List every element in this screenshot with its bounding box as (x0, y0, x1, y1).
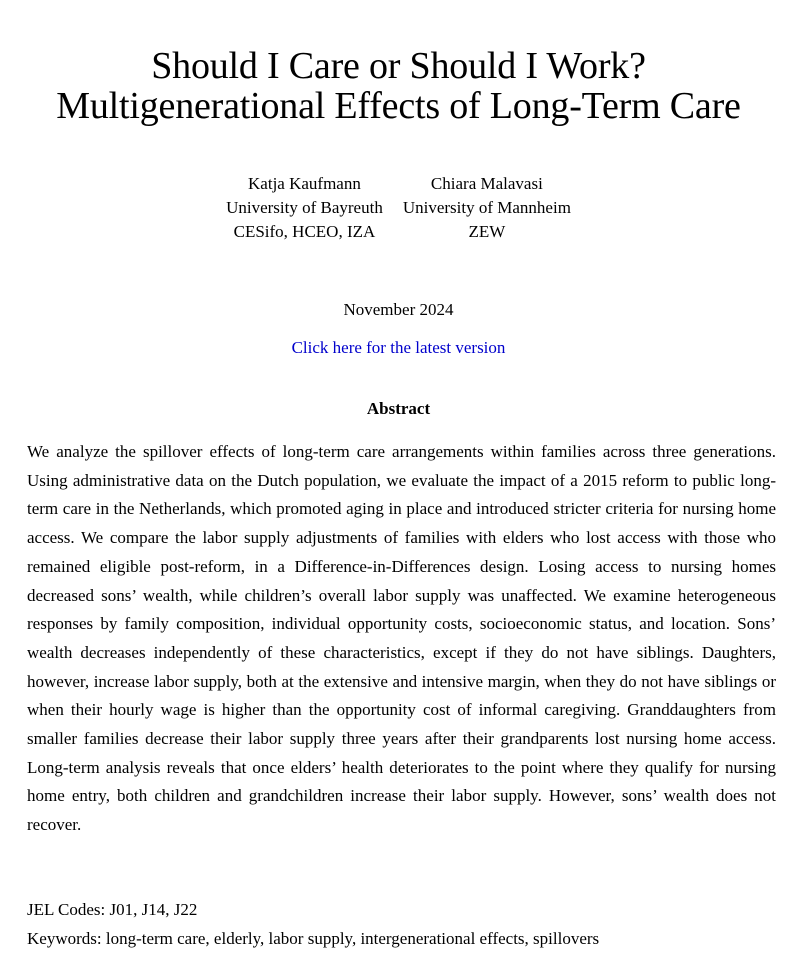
author-affiliation: University of Bayreuth (226, 198, 383, 217)
publication-date: November 2024 (343, 300, 454, 319)
abstract-text: We analyze the spillover effects of long-term care arrangements within families across three generations. Using administrative data on the Dutch population, we evaluate the impact of a 2015 reform to public long-term care in the Netherlands, which promoted aging in place and introduced stricter criteria for nursing home access. We compare the labor supply adjustments of families with elders who lost access with those who remained eligible post-reform, in a Difference-in-Differences design. Losing access to nursing homes decreased sons’ wealth, while children’s overall labor supply was unaffected. We examine heterogeneous responses by family composition, individual opportunity costs, socioeconomic status, and location. Sons’ wealth decreases independently of these characteristics, except if they do not have siblings. Daughters, however, increase labor supply, both at the extensive and intensive margin, when they do not have siblings or when their hourly wage is higher than the opportunity cost of informal caregiving. Granddaughters from smaller families decrease their labor supply three years after their grandparents lost nursing home access. Long-term analysis reveals that once elders’ health deteriorates to the point where they qualify for nursing home entry, both children and grandchildren increase their labor supply. However, sons’ wealth does not recover. (27, 442, 776, 835)
latest-version-link-container (0, 336, 797, 360)
author-extra-affiliations: CESifo, HCEO, IZA (233, 222, 376, 241)
keywords: Keywords: long-term care, elderly, labor supply, intergenerational effects, spillovers (27, 929, 600, 948)
paper-title-line-2: Multigenerational Effects of Long-Term Care (56, 85, 741, 127)
paper-title (0, 46, 797, 126)
author-kaufmann (226, 172, 383, 244)
author-malavasi (403, 172, 571, 244)
author-name: Katja Kaufmann (248, 174, 361, 193)
author-name: Chiara Malavasi (430, 174, 543, 193)
jel-codes: JEL Codes: J01, J14, J22 (27, 900, 198, 919)
author-affiliation: University of Mannheim (402, 198, 571, 217)
author-block (0, 172, 797, 244)
latest-version-link[interactable]: Click here for the latest version (291, 338, 506, 357)
author-extra-affiliations: ZEW (468, 222, 506, 241)
paper-title-line-1: Should I Care or Should I Work? (151, 45, 646, 87)
abstract-heading: Abstract (366, 399, 431, 418)
